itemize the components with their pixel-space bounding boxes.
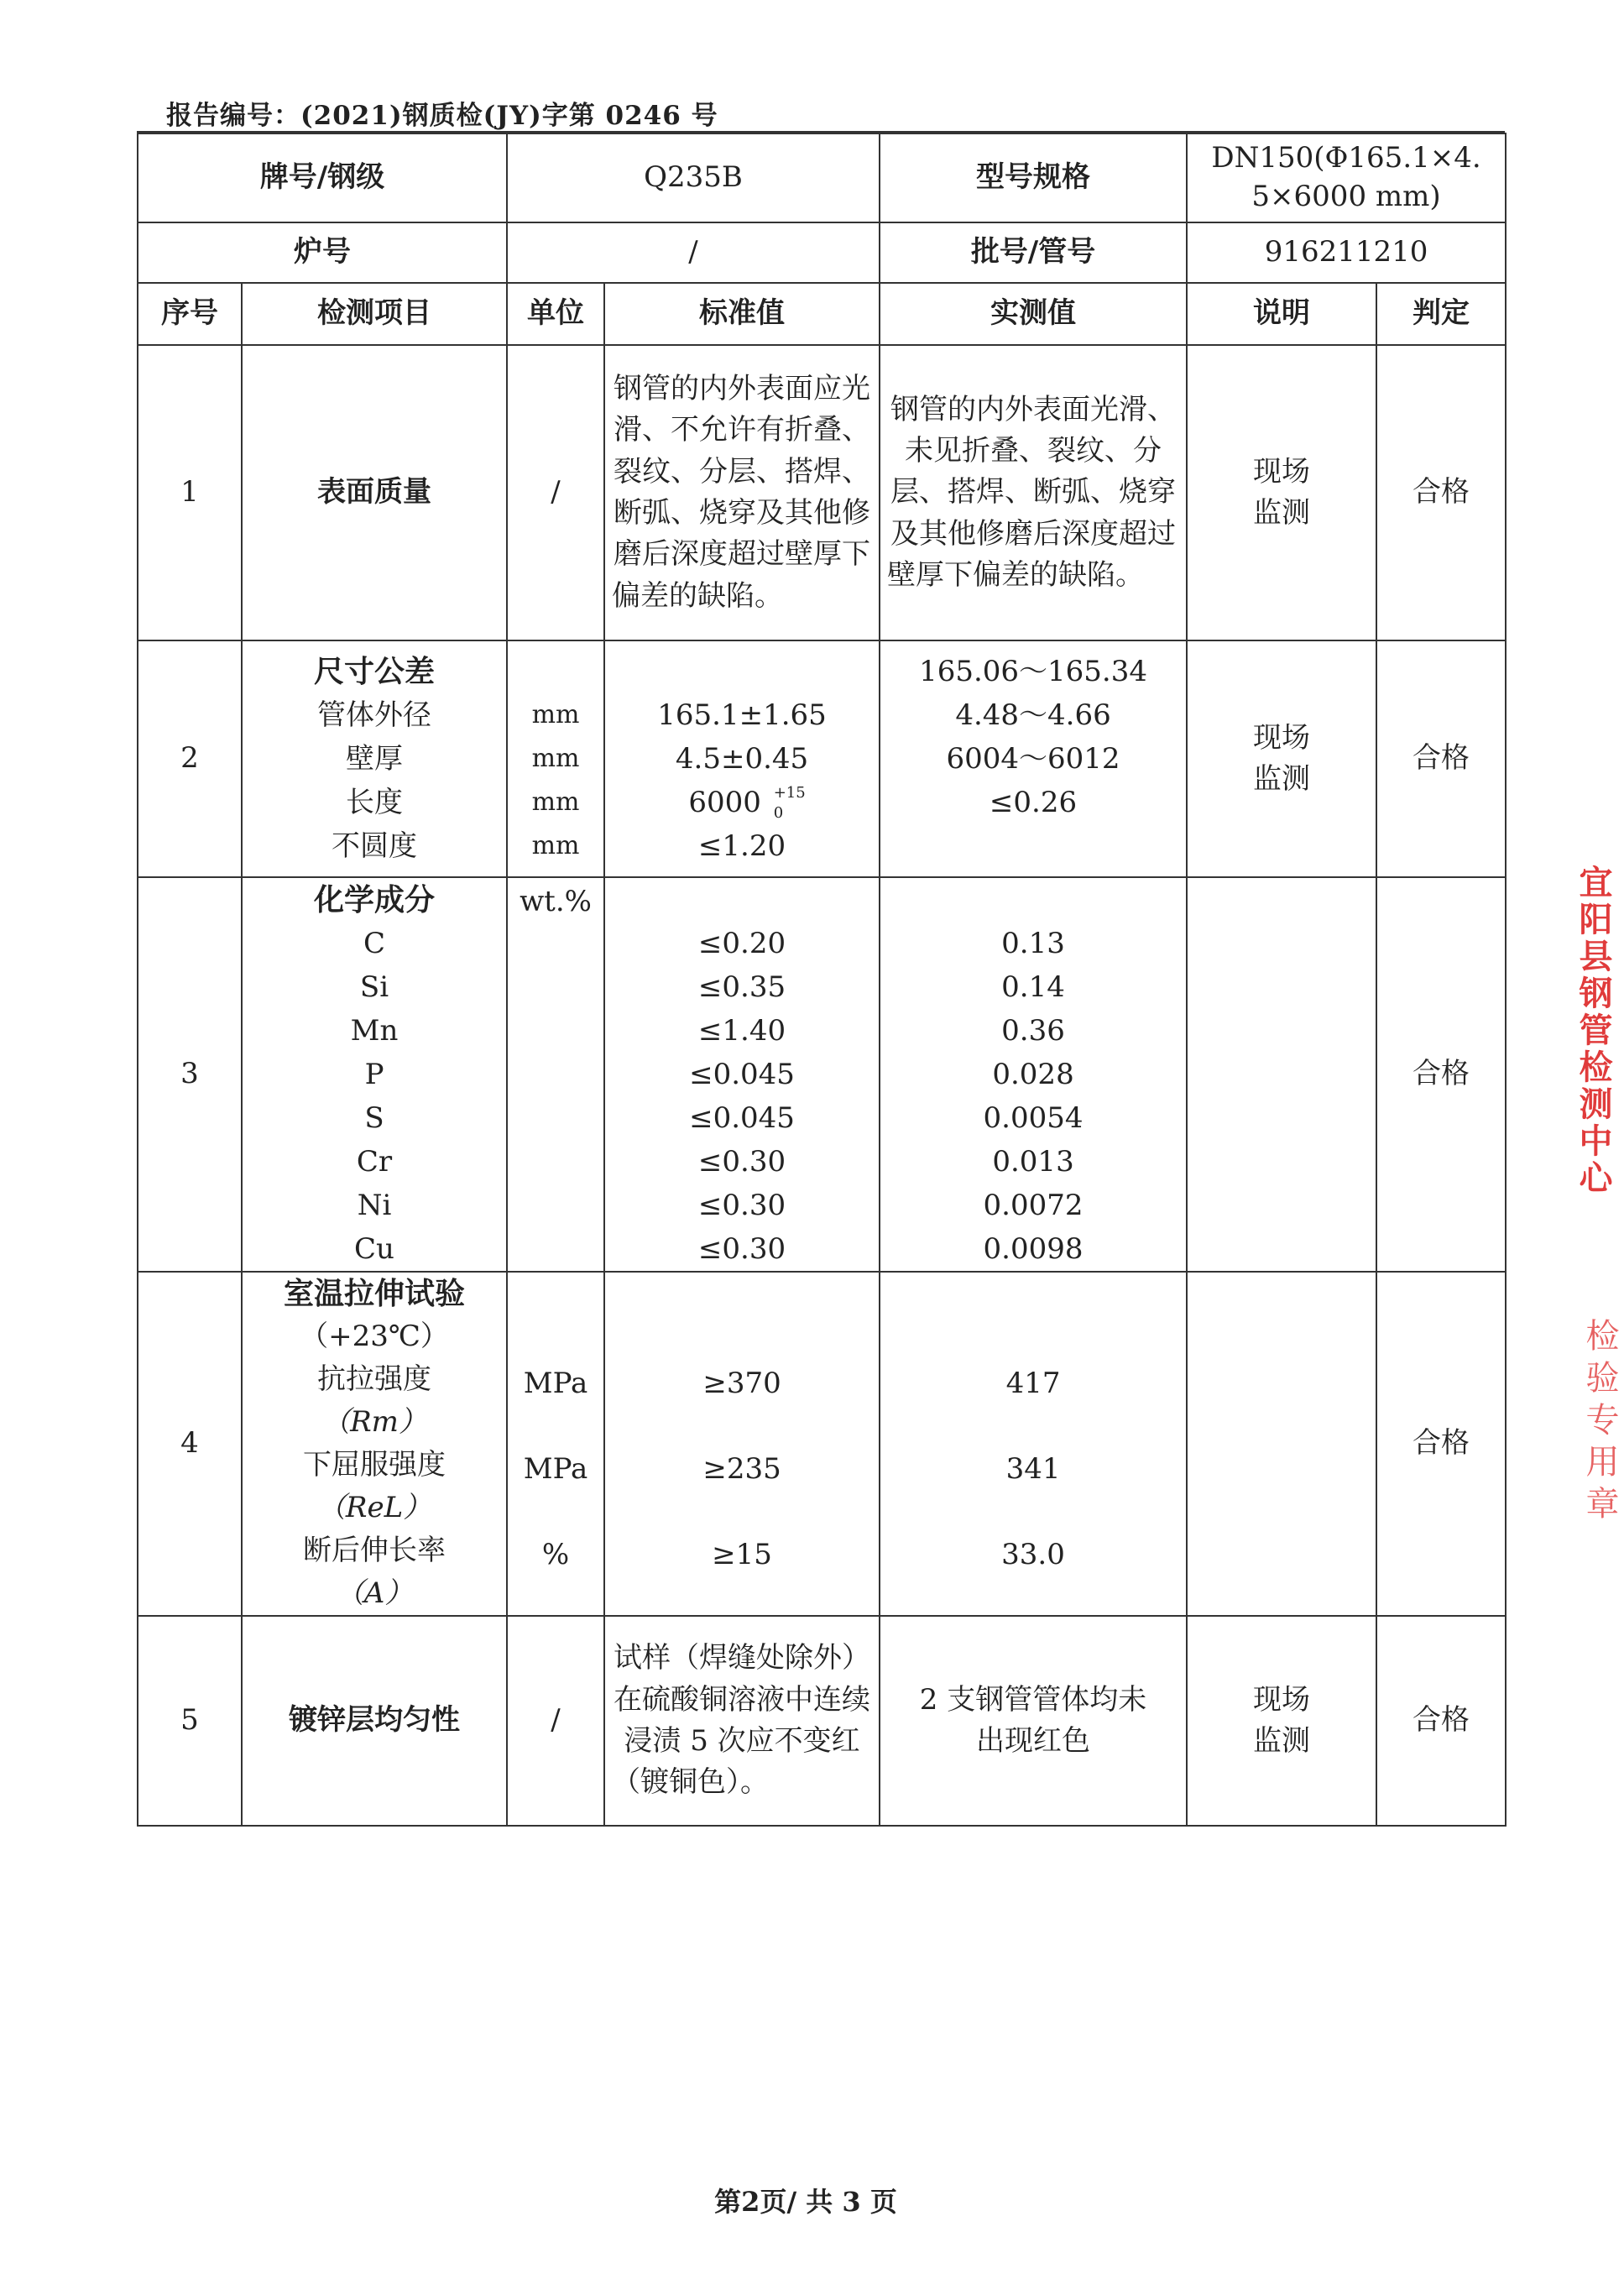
sub-standard: ≤0.35 — [697, 970, 786, 1004]
sub-item: 抗拉强度 — [317, 1362, 431, 1396]
row-note — [1187, 345, 1376, 640]
element-symbol: Mn — [350, 1014, 399, 1048]
element-symbol: Si — [359, 970, 389, 1004]
sub-standard: 165.1±1.65 — [657, 698, 827, 732]
row-unit: wt.% — [507, 877, 604, 1272]
header-row-heat — [138, 222, 1506, 283]
note-line: 现场 — [1253, 454, 1311, 489]
row-standard — [604, 640, 880, 877]
row-item: 表面质量 — [242, 345, 507, 640]
sub-measured: 0.013 — [992, 1145, 1074, 1179]
sub-unit: mm — [531, 700, 580, 729]
note-line: 监测 — [1253, 496, 1311, 530]
row-measured — [880, 877, 1187, 1272]
sub-measured: 0.36 — [1001, 1014, 1065, 1048]
element-symbol: Ni — [357, 1189, 392, 1222]
sub-standard: ≥235 — [702, 1452, 781, 1486]
element-symbol: C — [363, 927, 386, 960]
row-note — [1187, 640, 1376, 877]
col-header-item: 检测项目 — [242, 283, 507, 345]
table-row — [138, 640, 1506, 877]
sub-standard: ≤0.045 — [689, 1058, 795, 1091]
stamp-text-lower: 检验专用章 — [1580, 1318, 1619, 1528]
sub-standard: ≤0.045 — [689, 1101, 795, 1135]
sub-measured: 0.0098 — [983, 1232, 1084, 1266]
row-unit: / — [507, 1616, 604, 1826]
spec-value-line2: 5×6000 mm) — [1251, 180, 1441, 213]
heat-value: / — [507, 222, 880, 283]
spec-value — [1187, 133, 1506, 222]
sub-unit: MPa — [523, 1367, 588, 1400]
batch-value: 916211210 — [1187, 222, 1506, 283]
sub-standard: ≥15 — [712, 1538, 772, 1571]
item-head: 化学成分 — [314, 882, 436, 917]
sub-item-symbol: （Rm） — [321, 1405, 427, 1439]
element-symbol: Cu — [354, 1232, 394, 1266]
col-header-note: 说明 — [1187, 283, 1376, 345]
note-line: 现场 — [1253, 1682, 1311, 1717]
sub-unit: MPa — [523, 1452, 588, 1486]
sub-measured: 33.0 — [1001, 1538, 1065, 1571]
sub-standard-length — [612, 781, 872, 824]
measured-line: 出现红色 — [976, 1724, 1091, 1758]
length-tol-lower: 0 — [773, 804, 784, 822]
row-result: 合格 — [1376, 345, 1506, 640]
row-item — [242, 877, 507, 1272]
row-measured — [880, 640, 1187, 877]
row-result: 合格 — [1376, 640, 1506, 877]
sub-unit: mm — [531, 831, 580, 860]
inspection-seal-stamp — [1561, 848, 1619, 1645]
sub-item: 下屈服强度 — [303, 1448, 446, 1482]
element-symbol: P — [364, 1058, 384, 1091]
row-no: 1 — [138, 345, 242, 640]
report-number: 报告编号：(2021)钢质检(JY)字第 0246 号 — [166, 101, 718, 131]
sub-measured: 165.06～165.34 — [919, 655, 1147, 688]
sub-standard: ≤0.30 — [697, 1189, 786, 1222]
column-header-row — [138, 283, 1506, 345]
sub-measured: 417 — [1005, 1367, 1061, 1400]
row-result: 合格 — [1376, 1616, 1506, 1826]
sub-measured: 0.028 — [992, 1058, 1074, 1091]
row-no: 5 — [138, 1616, 242, 1826]
row-unit — [507, 1272, 604, 1616]
sub-measured: 0.13 — [1001, 927, 1065, 960]
sub-item: 不圆度 — [332, 829, 417, 863]
sub-unit: % — [541, 1538, 570, 1571]
row-note — [1187, 1272, 1376, 1616]
sub-measured: 6004～6012 — [946, 742, 1120, 776]
sub-measured: 0.0054 — [983, 1101, 1084, 1135]
row-no: 3 — [138, 877, 242, 1272]
note-line: 监测 — [1253, 1724, 1311, 1758]
sub-unit: mm — [531, 787, 580, 817]
length-tol-upper: +15 — [773, 784, 806, 802]
row-measured — [880, 1272, 1187, 1616]
row-item — [242, 640, 507, 877]
row-standard: 钢管的内外表面应光滑、不允许有折叠、裂纹、分层、搭焊、断弧、烧穿及其他修磨后深度超过壁厚下偏差的缺陷。 — [604, 345, 880, 640]
element-symbol: S — [364, 1101, 384, 1135]
heat-label: 炉号 — [138, 222, 507, 283]
sub-item: 断后伸长率 — [303, 1534, 446, 1567]
row-item: 镀锌层均匀性 — [242, 1616, 507, 1826]
sub-measured: 0.14 — [1001, 970, 1065, 1004]
sub-item: 长度 — [346, 786, 403, 819]
item-head: 尺寸公差 — [314, 654, 436, 689]
table-row — [138, 1616, 1506, 1826]
sub-item: 管体外径 — [317, 698, 431, 732]
row-item — [242, 1272, 507, 1616]
sub-measured: 341 — [1005, 1452, 1061, 1486]
row-unit: / — [507, 345, 604, 640]
sub-standard: ≤0.20 — [697, 927, 786, 960]
col-header-no: 序号 — [138, 283, 242, 345]
row-note — [1187, 877, 1376, 1272]
batch-label: 批号/管号 — [880, 222, 1187, 283]
row-note — [1187, 1616, 1376, 1826]
length-nominal: 6000 — [688, 786, 761, 819]
note-line: 监测 — [1253, 762, 1311, 796]
grade-label: 牌号/钢级 — [138, 133, 507, 222]
element-symbol: Cr — [356, 1145, 393, 1179]
col-header-measured: 实测值 — [880, 283, 1187, 345]
sub-item-symbol: （A） — [335, 1576, 414, 1610]
sub-measured: 4.48～4.66 — [955, 698, 1111, 732]
measured-line: 2 支钢管管体均未 — [919, 1682, 1147, 1717]
row-standard — [604, 1272, 880, 1616]
row-standard — [604, 877, 880, 1272]
sub-standard: ≤1.40 — [697, 1014, 786, 1048]
row-unit — [507, 640, 604, 877]
row-measured: 钢管的内外表面光滑、未见折叠、裂纹、分层、搭焊、断弧、烧穿及其他修磨后深度超过壁厚下偏差的缺陷。 — [880, 345, 1187, 640]
spec-value-line1: DN150(Φ165.1×4. — [1211, 141, 1481, 175]
sub-standard: ≤1.20 — [697, 829, 786, 863]
row-result: 合格 — [1376, 1272, 1506, 1616]
col-header-unit: 单位 — [507, 283, 604, 345]
table-row — [138, 1272, 1506, 1616]
row-standard: 试样（焊缝处除外）在硫酸铜溶液中连续浸渍 5 次应不变红（镀铜色）。 — [604, 1616, 880, 1826]
row-no: 2 — [138, 640, 242, 877]
row-no: 4 — [138, 1272, 242, 1616]
row-result: 合格 — [1376, 877, 1506, 1272]
sub-standard: ≤0.30 — [697, 1145, 786, 1179]
sub-item-symbol: （ReL） — [316, 1491, 432, 1524]
row-measured — [880, 1616, 1187, 1826]
header-row-grade — [138, 133, 1506, 222]
test-temperature: （+23℃） — [300, 1320, 449, 1353]
sub-item: 壁厚 — [346, 742, 403, 776]
sub-measured: ≤0.26 — [989, 786, 1078, 819]
length-tolerance — [770, 784, 806, 822]
col-header-result: 判定 — [1376, 283, 1506, 345]
page-number: 第2页/ 共 3 页 — [714, 2186, 897, 2218]
col-header-standard: 标准值 — [604, 283, 880, 345]
inspection-table — [137, 133, 1507, 1827]
sub-standard: ≤0.30 — [697, 1232, 786, 1266]
sub-standard: 4.5±0.45 — [675, 742, 809, 776]
note-line: 现场 — [1253, 720, 1311, 755]
sub-unit: mm — [531, 744, 580, 773]
sub-standard: ≥370 — [702, 1367, 781, 1400]
sub-measured: 0.0072 — [983, 1189, 1084, 1222]
stamp-text-upper: 宜阳县钢管检测中心 — [1574, 865, 1613, 1197]
item-head: 室温拉伸试验 — [284, 1276, 466, 1311]
table-row — [138, 877, 1506, 1272]
grade-value: Q235B — [507, 133, 880, 222]
spec-label: 型号规格 — [880, 133, 1187, 222]
table-row — [138, 345, 1506, 640]
